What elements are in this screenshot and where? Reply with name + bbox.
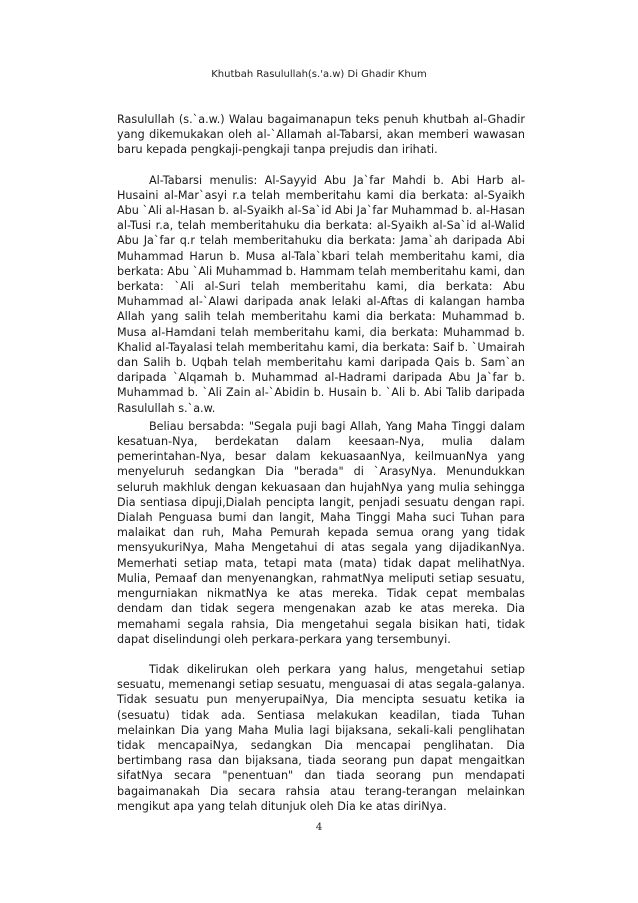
body-text bbox=[117, 112, 525, 814]
paragraph-isnad: Al-Tabarsi menulis: Al-Sayyid Abu Ja`far Mahdi b. Abi Harb al-Husaini al-Mar`asyi r.a telah memberitahu kami dia berkata: al-Syaikh Abu `Ali al-Hasan b. al-Syaikh al-Sa`id Abi Ja`far Muhammad b. al-Hasan al-Tusi r.a, telah memberitahuku dia berkata: al-Syaikh al-Sa`id al-Walid Abu Ja`far q.r telah memberitahuku dia berkata: Jama`ah daripada Abi Muhammad Harun b. Musa al-Tala`kbari telah memberitahu kami, dia berkata: Abu `Ali Muhammad b. Hammam telah memberitahu kami, dan berkata: `Ali al-Suri telah memberitahu kami, dia berkata: Abu Muhammad al-`Alawi daripada anak lelaki al-Aftas di kalangan hamba Allah yang salih telah memberitahu kami dia berkata: Muhammad b. Musa al-Hamdani telah memberitahu kami, dia berkata: Muhammad b. Khalid al-Tayalasi telah memberitahu kami, dia berkata: Saif b. `Umairah dan Salih b. Uqbah telah memberitahu kami daripada Qais b. Sam`an daripada `Alqamah b. Muhammad al-Hadrami daripada Abu Ja`far b. Muhammad b. `Ali Zain al-`Abidin b. Husain b. `Ali b. Abi Talib daripada Rasulullah s.`a.w. bbox=[117, 173, 525, 415]
running-header: Khutbah Rasulullah(s.'a.w) Di Ghadir Khum bbox=[211, 69, 427, 80]
page-number: 4 bbox=[315, 822, 323, 833]
paragraph-intro: Rasulullah (s.`a.w.) Walau bagaimanapun teks penuh khutbah al-Ghadir yang dikemukakan oleh al-`Allamah al-Tabarsi, akan memberi wawasan baru kepada pengkaji-pengkaji tanpa prejudis dan irihati. bbox=[117, 113, 525, 157]
paragraph-sermon-opening: Beliau bersabda: "Segala puji bagi Allah, Yang Maha Tinggi dalam kesatuan-Nya, berdekatan dalam keesaan-Nya, mulia dalam pemerintahan-Nya, besar dalam kekuasaanNya, keilmuanNya yang menyeluruh sedangkan Dia "berada" di `ArasyNya. Menundukkan seluruh makhluk dengan kekuasaan dan hujahNya yang mulia sehingga Dia sentiasa dipuji,Dialah pencipta langit, penjadi sesuatu dengan rapi. Dialah Penguasa bumi dan langit, Maha Tinggi Maha suci Tuhan para malaikat dan ruh, Maha Pemurah kepada semua orang yang tidak mensyukuriNya, Maha Mengetahui di atas segala yang dijadikanNya. Memerhati setiap mata, tetapi mata (mata) tidak dapat melihatNya. Mulia, Pemaaf dan menyenangkan, rahmatNya meliputi setiap sesuatu, mengurniakan nikmatNya ke atas mereka. Tidak cepat membalas dendam dan tidak segera mengenakan azab ke atas mereka. Dia memahami segala rahsia, Dia mengetahui segala bisikan hati, tidak dapat diselindungi oleh perkara-perkara yang tersembunyi. bbox=[117, 419, 525, 646]
paragraph-sermon-continued: Tidak dikelirukan oleh perkara yang halus, mengetahui setiap sesuatu, memenangi setiap sesuatu, menguasai di atas segala-galanya. Tidak sesuatu pun menyerupaiNya, Dia mencipta sesuatu ketika ia (sesuatu) tidak ada. Sentiasa melakukan keadilan, tiada Tuhan melainkan Dia yang Maha Mulia lagi bijaksana, sekali-kali penglihatan tidak mencapaiNya, sedangkan Dia mencapai penglihatan. Dia bertimbang rasa dan bijaksana, tiada seorang pun dapat mengaitkan sifatNya secara "penentuan" dan tiada seorang pun mendapati bagaimanakah Dia secara rahsia atau terang-terangan melainkan mengikut apa yang telah ditunjuk oleh Dia ke atas diriNya. bbox=[117, 662, 525, 813]
